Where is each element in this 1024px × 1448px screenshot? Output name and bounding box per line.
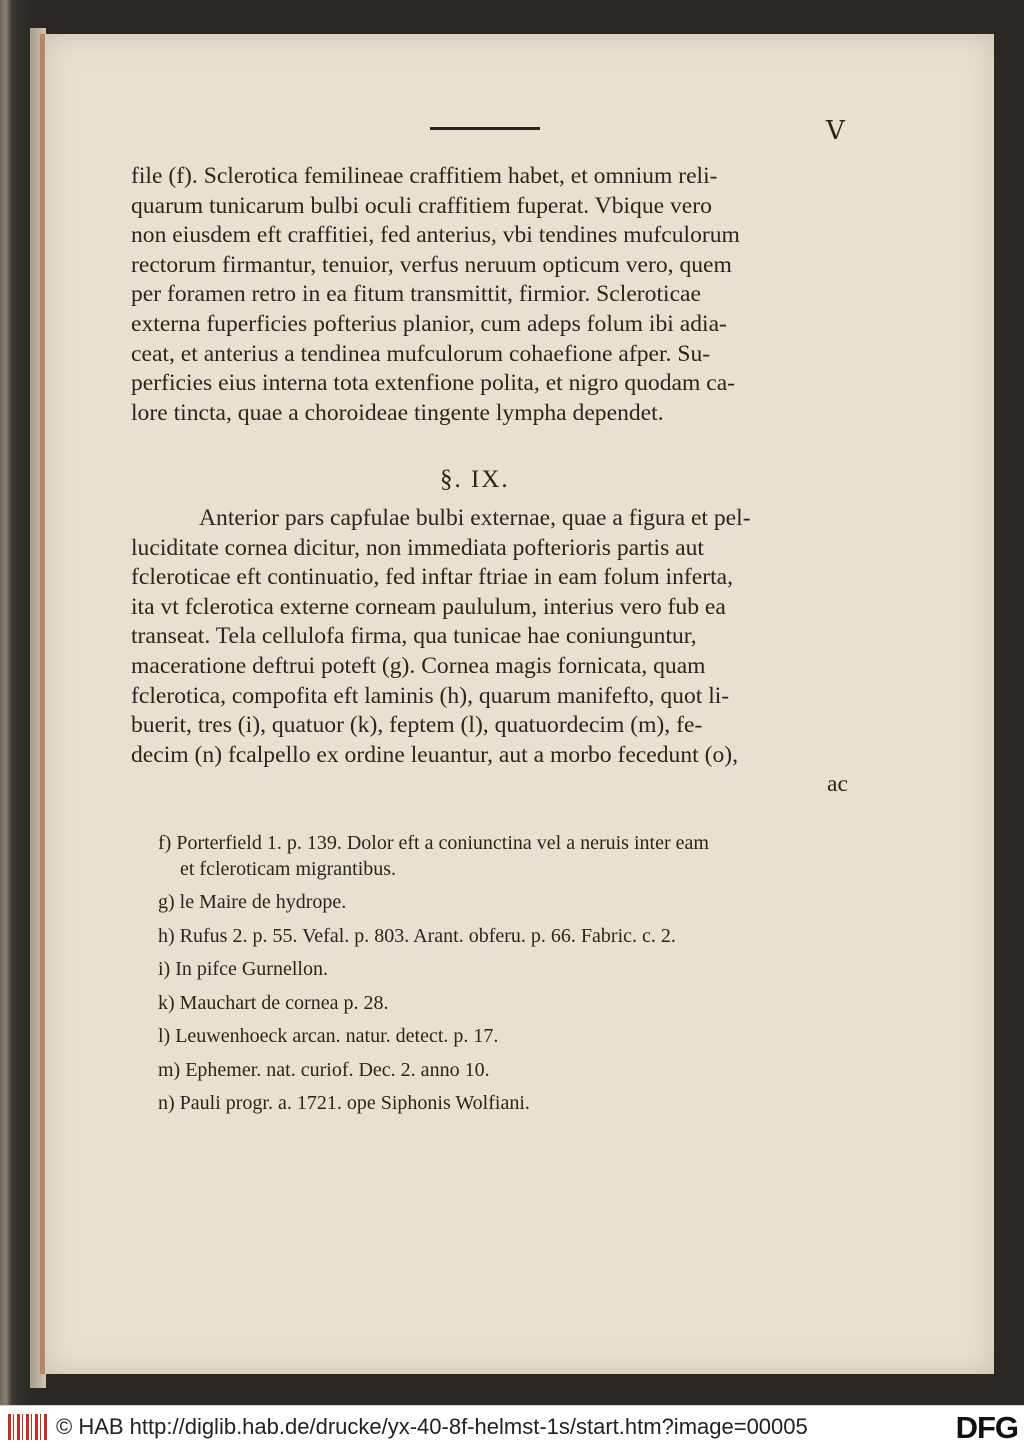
text-line: ceat, et anterius a tendinea mufculorum cohaefione afper. Su- — [131, 340, 711, 367]
paragraph-2 — [131, 504, 848, 800]
text-line: lore tincta, quae a choroideae tingente lympha dependet. — [131, 399, 664, 426]
header-rule — [430, 127, 540, 130]
text-line: fcleroticae eft continuatio, fed inftar ftriae in eam folum inferta, — [131, 564, 734, 591]
footnote: m) Ephemer. nat. curiof. Dec. 2. anno 10. — [158, 1058, 490, 1081]
text-line: externa fuperficies pofterius planior, cum adeps folum ibi adia- — [131, 310, 727, 337]
page-red-edge — [40, 34, 45, 1374]
text-line: per foramen retro in ea fitum transmittit, firmior. Scleroticae — [131, 281, 701, 308]
dfg-logo: DFG — [955, 1410, 1018, 1445]
text-line: ita vt fclerotica externe corneam paululum, interius vero fub ea — [131, 593, 726, 620]
page-number: V — [826, 116, 845, 146]
paragraph-1 — [131, 162, 848, 428]
text-line: non eiusdem eft craffitiei, fed anterius, vbi tendines mufculorum — [131, 222, 740, 249]
footnote: i) In pifce Gurnellon. — [158, 958, 328, 980]
text-line: perficies eius interna tota extenfione polita, et nigro quodam ca- — [131, 370, 736, 397]
text-line: maceratione deftrui poteft (g). Cornea magis fornicata, quam — [131, 652, 706, 679]
text-line: Anterior pars capfulae bulbi externae, quae a figura et pel- — [199, 505, 751, 531]
section-heading: §. IX. — [440, 466, 510, 493]
footnote: g) le Maire de hydrope. — [158, 891, 347, 913]
text-line: file (f). Sclerotica femilineae craffitiem habet, et omnium reli- — [131, 163, 718, 189]
footnotes — [158, 831, 858, 1125]
text-line: quarum tunicarum bulbi oculi craffitiem fuperat. Vbique vero — [131, 192, 712, 219]
catchword: ac — [827, 771, 848, 798]
text-line: fclerotica, compofita eft laminis (h), quarum manifefto, quot li- — [131, 682, 730, 709]
barcode-icon — [8, 1414, 48, 1440]
text-line: rectorum firmantur, tenuior, verfus neruum opticum vero, quem — [131, 251, 732, 278]
footnote: h) Rufus 2. p. 55. Vefal. p. 803. Arant. obferu. p. 66. Fabric. c. 2. — [158, 924, 676, 947]
text-line: decim (n) fcalpello ex ordine leuantur, aut a morbo fecedunt (o), — [131, 741, 738, 768]
text-line: buerit, tres (i), quatuor (k), feptem (l), quatuordecim (m), fe- — [131, 712, 703, 739]
source-link[interactable]: © HAB http://diglib.hab.de/drucke/yx-40-8f-helmst-1s/start.htm?image=00005 — [56, 1414, 808, 1439]
footnote: l) Leuwenhoeck arcan. natur. detect. p. 17. — [158, 1025, 499, 1047]
text-line: luciditate cornea dicitur, non immediata pofterioris partis aut — [131, 534, 704, 561]
footnote: n) Pauli progr. a. 1721. ope Siphonis Wolfiani. — [158, 1092, 530, 1114]
footnote: k) Mauchart de cornea p. 28. — [158, 991, 389, 1014]
footer-bar — [0, 1405, 1024, 1448]
text-line: transeat. Tela cellulofa firma, qua tunicae hae coniunguntur, — [131, 623, 697, 650]
footnote: f) Porterfield 1. p. 139. Dolor eft a coniunctina vel a neruis inter eam — [158, 832, 709, 854]
footnote-continuation: et fcleroticam migrantibus. — [180, 857, 397, 880]
